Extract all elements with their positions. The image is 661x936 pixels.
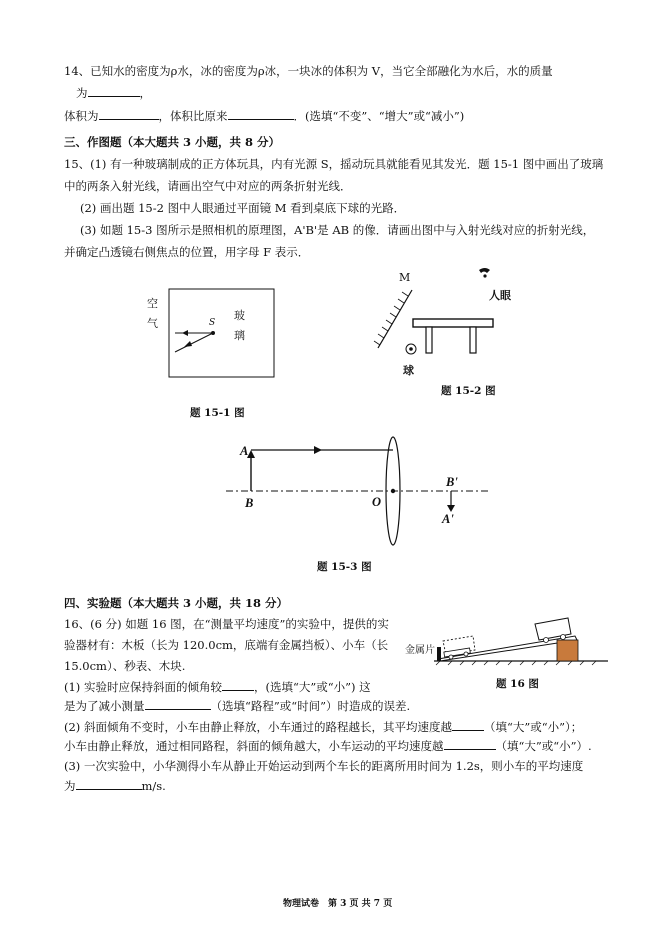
q15-3-line1: (3) 如题 15-3 图所示是照相机的原理图，A'B'是 AB 的像．请画出图中与入射光线对应的折射光线， xyxy=(80,223,595,237)
q14-line2-prefix: 为 xyxy=(76,86,88,100)
q16-2-cont-b: （填“大”或“小”）. xyxy=(495,739,592,753)
q14-line3-a: 体积为 xyxy=(64,109,99,123)
q16-2-text-a: (2) 斜面倾角不变时，小车由静止释放，小车通过的路程越长，其平均速度越 xyxy=(64,720,452,734)
fig16-caption: 题 16 图 xyxy=(496,678,539,690)
fig15-3-label-B: B xyxy=(245,496,254,510)
fig15-2-eye-label: 人眼 xyxy=(489,289,511,302)
fig15-3-label-B-image: B' xyxy=(446,475,458,489)
fig15-1-air-label: 空气 xyxy=(147,297,158,330)
inclined-board xyxy=(438,636,577,661)
q14-line2-suffix: ， xyxy=(139,86,151,100)
q16-2-cont-a: 小车由静止释放，通过相同路程，斜面的倾角越大，小车运动的平均速度越 xyxy=(64,739,444,753)
wood-block xyxy=(557,640,578,661)
fig15-1-caption: 题 15-1 图 xyxy=(190,407,245,419)
q16-1-cont-a: 是为了减小测量 xyxy=(64,699,145,713)
q16-line1: 16、(6 分) 如题 16 图，在“测量平均速度”的实验中，提供的实 xyxy=(64,617,389,631)
q16-3-prefix: 为 xyxy=(64,779,76,793)
q16-1-cont-b: （选填“路程”或“时间”）时造成的误差. xyxy=(210,699,411,713)
fig15-1-glass-label: 玻璃 xyxy=(234,309,245,342)
page-footer: 物理试卷 第 3 页 共 7 页 xyxy=(283,899,393,909)
q14-line1: 14、已知水的密度为ρ水，冰的密度为ρ冰，一块冰的体积为 V，当它全部融化为水后，水的质量 xyxy=(64,64,553,78)
q14-line3-b: ，体积比原来 xyxy=(158,109,228,123)
fig15-3-caption: 题 15-3 图 xyxy=(317,561,372,573)
q16-line3: 15.0cm）、秒表、木块. xyxy=(64,659,186,673)
section4-heading: 四、实验题（本大题共 3 小题，共 18 分） xyxy=(64,596,289,610)
q16-1-text-b: ，(选填“大”或“小”) 这 xyxy=(253,680,371,694)
metal-stop xyxy=(437,647,441,661)
fig15-3-label-O: O xyxy=(372,495,382,509)
fig15-2-mirror-label: M xyxy=(399,271,411,284)
q15-1-line2: 中的两条入射光线，请画出空气中对应的两条折射光线． xyxy=(64,179,352,193)
section3-heading: 三、作图题（本大题共 3 小题，共 8 分） xyxy=(64,135,281,149)
q15-3-line2: 并确定凸透镜右侧焦点的位置，用字母 F 表示． xyxy=(64,245,310,259)
fig15-3-label-A: A xyxy=(240,444,249,458)
q14-line3-c: ．(选填“不变”、“增大”或“减小”) xyxy=(293,109,465,123)
q15-2-text: (2) 画出题 15-2 图中人眼通过平面镜 M 看到桌底下球的光路． xyxy=(80,201,406,215)
fig16-metal-label: 金属片 xyxy=(405,645,435,656)
q15-1-line1: 15、(1) 有一种玻璃制成的正方体玩具，内有光源 S，摇动玩具就能看见其发光．题 15-1 图中画出了玻璃 xyxy=(64,157,604,171)
q16-3-unit: m/s. xyxy=(141,779,166,793)
fig15-2-caption: 题 15-2 图 xyxy=(441,385,496,397)
q16-2-text-b: （填“大”或“小”）； xyxy=(483,720,583,734)
fig15-1-source-label: S xyxy=(209,318,216,328)
q16-1-text-a: (1) 实验时应保持斜面的倾角较 xyxy=(64,680,222,694)
q16-line2: 验器材有：木板（长为 120.0cm，底端有金属挡板）、小车（长 xyxy=(64,638,389,652)
fig15-2-ball-label: 球 xyxy=(403,364,414,377)
fig15-3-label-A-image: A' xyxy=(442,512,454,526)
q16-3-line: (3) 一次实验中，小华测得小车从静止开始运动到两个车长的距离所用时间为 1.2s，则小车的平均速度 xyxy=(64,759,584,773)
